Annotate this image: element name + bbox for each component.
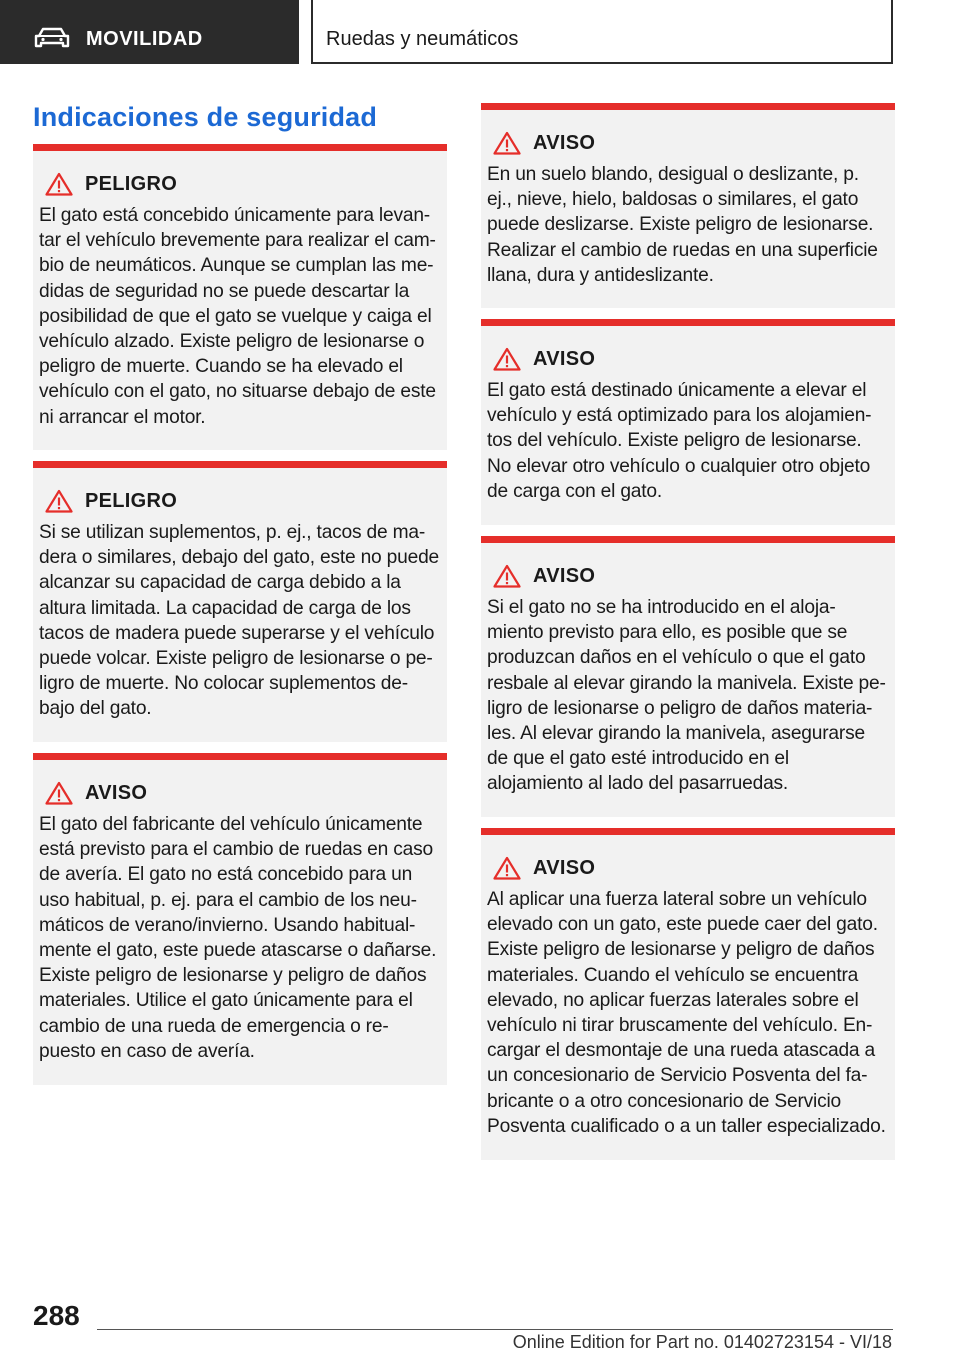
notice-title: AVISO bbox=[533, 856, 596, 879]
section-label: Ruedas y neumáticos bbox=[326, 28, 519, 50]
warning-triangle-icon bbox=[45, 781, 73, 805]
notice-box bbox=[33, 461, 447, 742]
car-icon bbox=[34, 27, 70, 49]
notice-text: Si el gato no se ha introducido en el aloja-miento previsto para ello, es posible que se produzcan daños en el vehículo o que el gato resbale al elevar girando la manivela. Existe pe-ligro de lesionarse o peligro de daños materia-les. Al elevar girando la manivela, asegurarse de que el gato esté introducido en el alojamiento al lado del pasarruedas. bbox=[487, 597, 886, 795]
edition-info: Online Edition for Part no. 01402723154 - VI/18 bbox=[512, 1332, 892, 1352]
notice-header bbox=[45, 780, 439, 806]
notice-text: Al aplicar una fuerza lateral sobre un vehículo elevado con un gato, este puede caer del gato. Existe peligro de lesionarse y peligro de daños materiales. Cuando el vehículo se encuentra elevado, no aplicar fuerzas laterales sobre el vehículo ni tirar bruscamente del vehículo. En-cargar el desmontaje de una rueda atascada a un concesionario de Servicio Posventa del fa-bricante o a otro concesionario de Servicio Posventa cualificado o a un taller especializado. bbox=[487, 889, 886, 1137]
notice-text: El gato del fabricante del vehículo únicamente está previsto para el cambio de ruedas en caso de avería. El gato no está concebido para un uso habitual, p. ej. para el cambio de los neu-máticos de verano/invierno. Usando habitual-mente el gato, este puede atascarse o dañarse. Existe peligro de lesionarse y peligro de daños materiales. Utilice el gato únicamente para el cambio de una rueda de emergencia o re-puesto en caso de avería. bbox=[39, 814, 437, 1062]
notice-title: AVISO bbox=[533, 347, 596, 370]
notice-text: El gato está concebido únicamente para levan-tar el vehículo brevemente para realizar el cam-bio de neumáticos. Aunque se cumplan las me-didas de seguridad no se puede descartar la posibilidad de que el gato se vuelque y caiga el vehículo alzado. Existe peligro de lesionarse o peligro de muerte. Cuando se ha elevado el vehículo con el gato, no situarse debajo de este ni arrancar el motor. bbox=[39, 205, 436, 428]
notice-title: AVISO bbox=[85, 781, 148, 804]
notice-header bbox=[45, 488, 439, 514]
section-tab[interactable] bbox=[311, 0, 893, 64]
warning-triangle-icon bbox=[45, 172, 73, 196]
notice-title: AVISO bbox=[533, 564, 596, 587]
notice-title: AVISO bbox=[533, 131, 596, 154]
page-number: 288 bbox=[33, 1300, 80, 1331]
notice-text: En un suelo blando, desigual o deslizante, p. ej., nieve, hielo, baldosas o similares, el gato puede deslizarse. Existe peligro de lesionarse. Realizar el cambio de ruedas en una superficie llana, dura y antideslizante. bbox=[487, 164, 878, 286]
page-title: Indicaciones de seguridad bbox=[33, 102, 378, 132]
warning-triangle-icon bbox=[45, 489, 73, 513]
notice-box bbox=[481, 319, 895, 525]
warning-triangle-icon bbox=[493, 131, 521, 155]
notice-title: PELIGRO bbox=[85, 172, 178, 195]
notice-header bbox=[493, 855, 887, 881]
notice-box bbox=[481, 103, 895, 308]
footer-divider bbox=[97, 1329, 893, 1330]
notice-header bbox=[493, 346, 887, 372]
notice-box bbox=[33, 144, 447, 450]
warning-triangle-icon bbox=[493, 347, 521, 371]
chapter-label: MOVILIDAD bbox=[86, 28, 203, 50]
notice-header bbox=[493, 563, 887, 589]
warning-triangle-icon bbox=[493, 856, 521, 880]
notice-header bbox=[493, 130, 887, 156]
notice-title: PELIGRO bbox=[85, 489, 178, 512]
notice-header bbox=[45, 171, 439, 197]
notice-box bbox=[481, 536, 895, 817]
warning-triangle-icon bbox=[493, 564, 521, 588]
notice-box bbox=[33, 753, 447, 1085]
notice-box bbox=[481, 828, 895, 1160]
notice-text: Si se utilizan suplementos, p. ej., tacos de ma-dera o similares, debajo del gato, este no puede alcanzar su capacidad de carga debido a la altura limitada. La capacidad de carga de los tacos de madera puede superarse y el vehículo puede volcar. Existe peligro de lesionarse o pe-ligro de muerte. No colocar suplementos de-bajo del gato. bbox=[39, 522, 440, 720]
chapter-tab[interactable] bbox=[0, 0, 299, 64]
notice-text: El gato está destinado únicamente a elevar el vehículo y está optimizado para los alojamien-tos del vehículo. Existe peligro de lesionarse. No elevar otro vehículo o cualquier otro objeto de carga con el gato. bbox=[487, 380, 872, 502]
